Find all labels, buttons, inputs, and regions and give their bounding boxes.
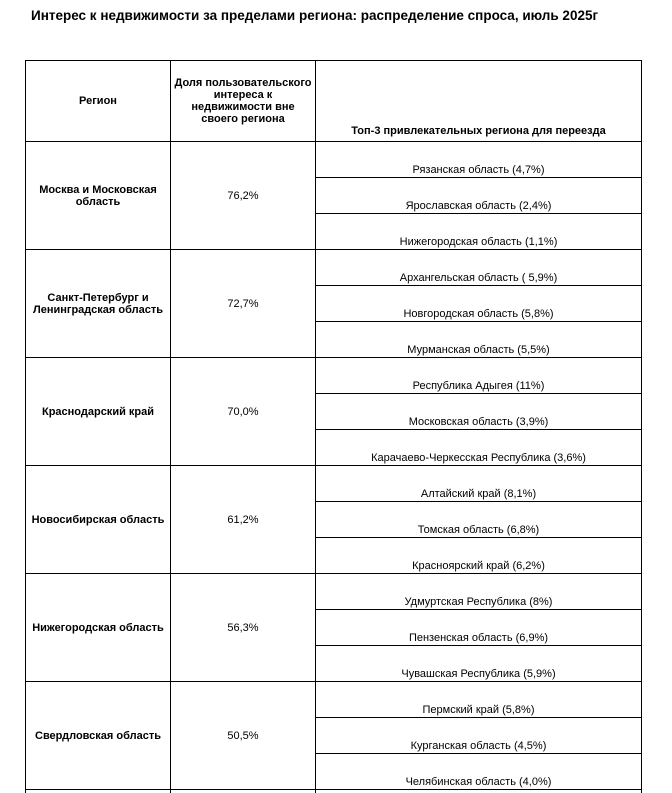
- destination-region: Мурманская область (5,5%): [316, 322, 642, 358]
- interest-share: 76,2%: [171, 142, 316, 250]
- region-name: Санкт-Петербург и Ленинградская область: [26, 250, 171, 358]
- table-row: [26, 682, 642, 718]
- header-top3: Топ-3 привлекательных региона для переезда: [316, 61, 642, 142]
- destination-region: Челябинская область (4,0%): [316, 754, 642, 790]
- destination-region: Алтайский край (8,1%): [316, 466, 642, 502]
- empty-cell: [26, 790, 171, 793]
- header-region: Регион: [26, 61, 171, 142]
- region-name: Краснодарский край: [26, 358, 171, 466]
- table-body: [26, 142, 642, 793]
- interest-share: 72,7%: [171, 250, 316, 358]
- table-row: [26, 250, 642, 286]
- destination-region: Ярославская область (2,4%): [316, 178, 642, 214]
- document-title: Интерес к недвижимости за пределами региона: распределение спроса, июль 2025г: [31, 8, 598, 23]
- table-row: [26, 358, 642, 394]
- destination-region: Республика Адыгея (11%): [316, 358, 642, 394]
- table-continuation: [26, 790, 642, 793]
- destination-region: Курганская область (4,5%): [316, 718, 642, 754]
- interest-share: 56,3%: [171, 574, 316, 682]
- destination-region: Нижегородская область (1,1%): [316, 214, 642, 250]
- destination-region: Томская область (6,8%): [316, 502, 642, 538]
- destination-region: Карачаево-Черкесская Республика (3,6%): [316, 430, 642, 466]
- destination-region: Удмуртская Республика (8%): [316, 574, 642, 610]
- destination-region: Новгородская область (5,8%): [316, 286, 642, 322]
- header-share: Доля пользовательского интереса к недвижимости вне своего региона: [171, 61, 316, 142]
- destination-region: Архангельская область ( 5,9%): [316, 250, 642, 286]
- empty-cell: [171, 790, 316, 793]
- demand-table: [25, 60, 642, 793]
- table-row: [26, 466, 642, 502]
- table-row: [26, 574, 642, 610]
- interest-share: 70,0%: [171, 358, 316, 466]
- region-name: Новосибирская область: [26, 466, 171, 574]
- interest-share: 61,2%: [171, 466, 316, 574]
- destination-region: Красноярский край (6,2%): [316, 538, 642, 574]
- destination-region: Чувашская Республика (5,9%): [316, 646, 642, 682]
- region-name: Нижегородская область: [26, 574, 171, 682]
- destination-region: Рязанская область (4,7%): [316, 142, 642, 178]
- empty-cell: [316, 790, 642, 793]
- destination-region: Пермский край (5,8%): [316, 682, 642, 718]
- destination-region: Пензенская область (6,9%): [316, 610, 642, 646]
- table-row: [26, 142, 642, 178]
- header-row: [26, 61, 642, 142]
- region-name: Свердловская область: [26, 682, 171, 790]
- region-name: Москва и Московская область: [26, 142, 171, 250]
- destination-region: Московская область (3,9%): [316, 394, 642, 430]
- interest-share: 50,5%: [171, 682, 316, 790]
